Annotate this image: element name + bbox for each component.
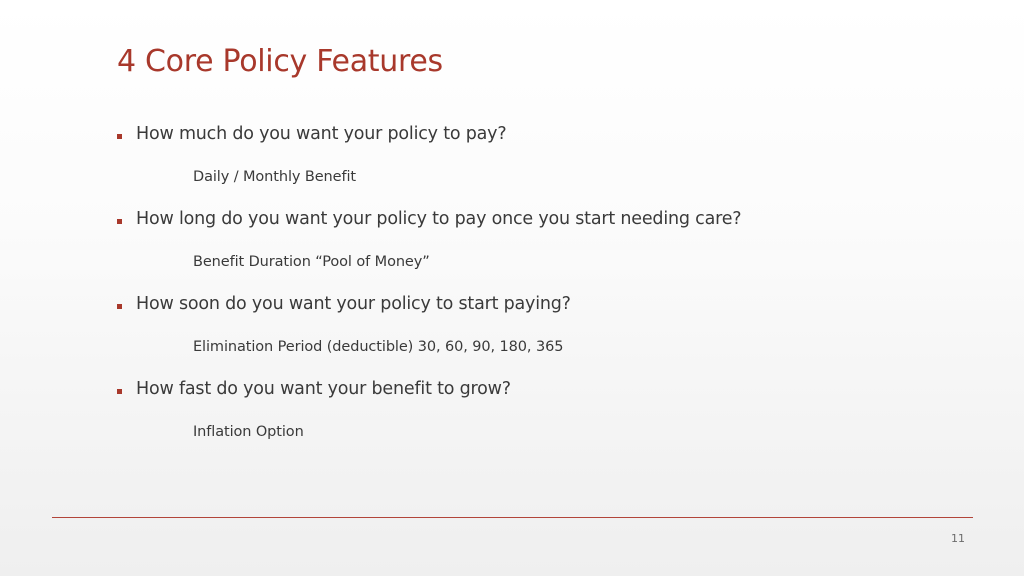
list-item bbox=[117, 294, 917, 379]
square-bullet-icon bbox=[117, 134, 122, 139]
feature-question: How much do you want your policy to pay? bbox=[136, 124, 507, 144]
square-bullet-icon bbox=[117, 304, 122, 309]
feature-list bbox=[117, 124, 917, 464]
feature-answer: Inflation Option bbox=[193, 424, 304, 440]
feature-answer: Benefit Duration “Pool of Money” bbox=[193, 254, 430, 270]
square-bullet-icon bbox=[117, 219, 122, 224]
page-number: 11 bbox=[951, 532, 965, 545]
footer-divider bbox=[52, 517, 973, 518]
list-item bbox=[117, 124, 917, 209]
list-item bbox=[117, 379, 917, 464]
feature-answer: Elimination Period (deductible) 30, 60, 90, 180, 365 bbox=[193, 339, 564, 355]
list-item bbox=[117, 209, 917, 294]
feature-question: How soon do you want your policy to start paying? bbox=[136, 294, 571, 314]
square-bullet-icon bbox=[117, 389, 122, 394]
feature-answer: Daily / Monthly Benefit bbox=[193, 169, 356, 185]
slide-title: 4 Core Policy Features bbox=[117, 44, 443, 79]
feature-question: How long do you want your policy to pay once you start needing care? bbox=[136, 209, 742, 229]
feature-question: How fast do you want your benefit to grow? bbox=[136, 379, 511, 399]
